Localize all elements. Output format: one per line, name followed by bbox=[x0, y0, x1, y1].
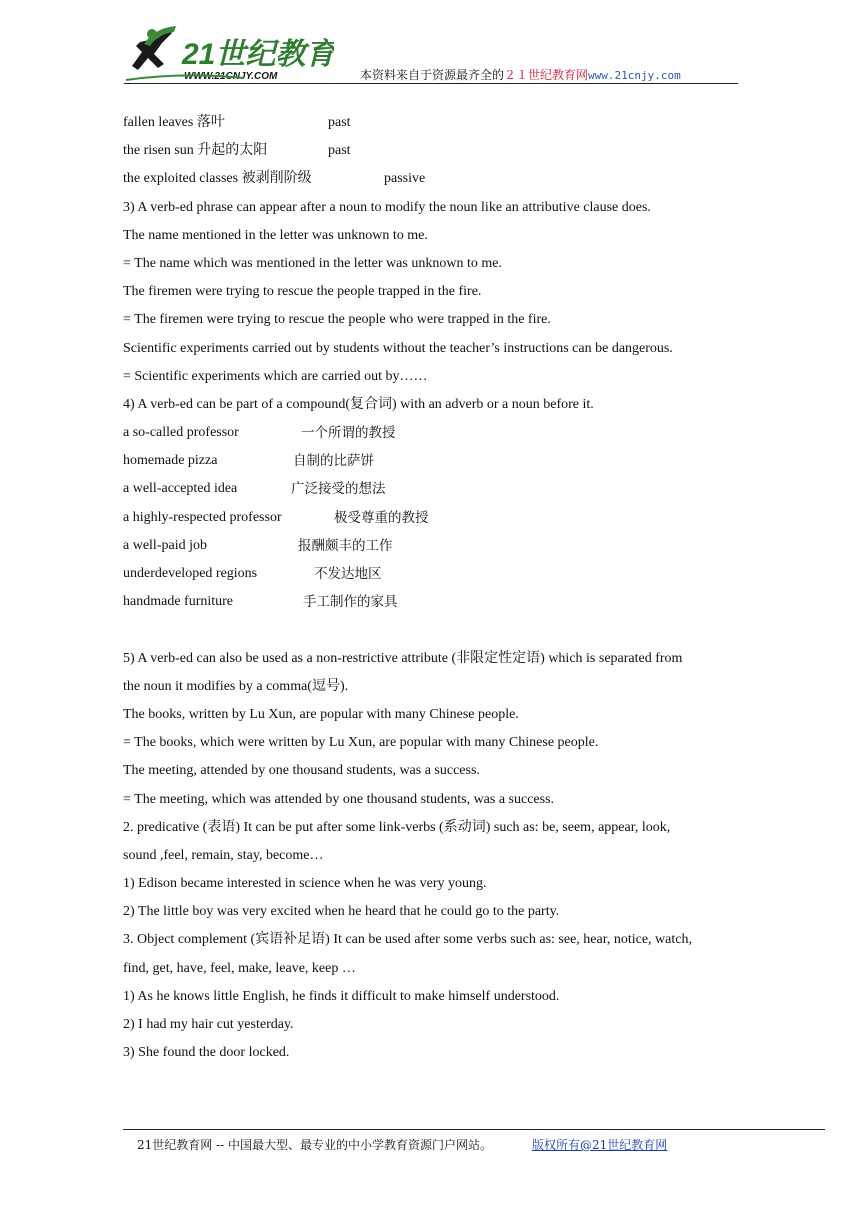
text-line bbox=[123, 532, 753, 560]
chinese-translation: 自制的比萨饼 bbox=[293, 453, 374, 470]
text-line bbox=[123, 222, 753, 250]
text-line bbox=[123, 109, 753, 137]
line-text: a well-accepted idea bbox=[123, 481, 238, 497]
text-line bbox=[123, 363, 753, 391]
line-text: underdeveloped regions bbox=[123, 566, 258, 581]
text-line bbox=[123, 814, 753, 842]
line-text: 3) A verb-ed phrase can appear after a noun to modify the noun like an attributive clause does. bbox=[123, 199, 651, 215]
document-body bbox=[123, 109, 753, 1067]
chinese-translation: 广泛接受的想法 bbox=[291, 481, 386, 498]
footer-divider bbox=[123, 1129, 825, 1130]
line-text: handmade furniture bbox=[123, 594, 234, 610]
chinese-translation: 极受尊重的教授 bbox=[334, 509, 429, 526]
chinese-translation: 一个所谓的教授 bbox=[301, 425, 396, 442]
text-line bbox=[123, 504, 753, 532]
chinese-translation: 报酬颇丰的工作 bbox=[298, 537, 393, 554]
page-footer bbox=[137, 1136, 667, 1153]
text-line bbox=[123, 1011, 753, 1039]
verb-ed-type: passive bbox=[384, 171, 426, 187]
chinese-translation: 不发达地区 bbox=[314, 566, 382, 582]
footer-copyright-link[interactable]: 版权所有@21世纪教育网 bbox=[532, 1138, 668, 1152]
text-line bbox=[123, 729, 753, 757]
line-text: 2) I had my hair cut yesterday. bbox=[123, 1017, 294, 1032]
page-header bbox=[124, 24, 738, 86]
line-text: 1) Edison became interested in science when he was very young. bbox=[123, 876, 487, 892]
text-line bbox=[123, 1039, 753, 1067]
text-line bbox=[123, 137, 753, 165]
line-text: The firemen were trying to rescue the people trapped in the fire. bbox=[123, 284, 482, 300]
line-text: = The meeting, which was attended by one thousand students, was a success. bbox=[123, 791, 555, 807]
text-line bbox=[123, 842, 753, 870]
text-line bbox=[123, 701, 753, 729]
header-note-url[interactable]: www.21cnjy.com bbox=[588, 69, 681, 82]
text-line bbox=[123, 447, 753, 475]
text-line bbox=[123, 165, 753, 193]
text-line bbox=[123, 955, 753, 983]
text-line bbox=[123, 560, 753, 588]
text-line bbox=[123, 786, 753, 814]
text-line bbox=[123, 588, 753, 616]
text-line bbox=[123, 870, 753, 898]
line-text: the exploited classes 被剥削阶级 bbox=[123, 171, 312, 187]
line-text: = The firemen were trying to rescue the people who were trapped in the fire. bbox=[123, 312, 551, 328]
line-text: the risen sun 升起的太阳 bbox=[123, 143, 268, 159]
text-line bbox=[123, 616, 753, 644]
line-text: The meeting, attended by one thousand students, was a success. bbox=[123, 763, 480, 779]
line-text: a well-paid job bbox=[123, 537, 207, 553]
text-line bbox=[123, 278, 753, 306]
logo-url: WWW.21CNJY.COM bbox=[184, 71, 278, 82]
line-text: sound ,feel, remain, stay, become… bbox=[123, 847, 324, 863]
header-note-site-name: ２１世纪教育网 bbox=[504, 68, 589, 82]
text-line bbox=[123, 926, 753, 954]
line-text: 4) A verb-ed can be part of a compound(复合词) with an adverb or a noun before it. bbox=[123, 396, 594, 412]
verb-ed-type: past bbox=[328, 143, 351, 159]
line-text: 5) A verb-ed can also be used as a non-restrictive attribute (非限定性定语) which is separated from bbox=[123, 650, 683, 666]
text-line bbox=[123, 983, 753, 1011]
text-line bbox=[123, 898, 753, 926]
line-text: 2) The little boy was very excited when he heard that he could go to the party. bbox=[123, 904, 560, 920]
text-line bbox=[123, 250, 753, 278]
line-text: = The books, which were written by Lu Xun, are popular with many Chinese people. bbox=[123, 735, 599, 751]
line-text: 2. predicative (表语) It can be put after some link-verbs (系动词) such as: be, seem, appear, look, bbox=[123, 819, 671, 835]
line-text: fallen leaves 落叶 bbox=[123, 115, 225, 130]
footer-text: 21世纪教育网 -- 中国最大型、最专业的中小学教育资源门户网站。 bbox=[137, 1138, 493, 1152]
text-line bbox=[123, 419, 753, 447]
text-line bbox=[123, 391, 753, 419]
logo-wordmark: 21世纪教育 bbox=[182, 38, 334, 71]
line-text: the noun it modifies by a comma(逗号). bbox=[123, 678, 349, 694]
logo-graphic bbox=[124, 24, 334, 82]
line-text: 3) She found the door locked. bbox=[123, 1045, 290, 1061]
line-text: 1) As he knows little English, he finds it difficult to make himself understood. bbox=[123, 988, 560, 1004]
text-line bbox=[123, 306, 753, 334]
verb-ed-type: past bbox=[328, 115, 351, 130]
line-text: 3. Object complement (宾语补足语) It can be used after some verbs such as: see, hear, notice, watch, bbox=[123, 932, 692, 948]
line-text: find, get, have, feel, make, leave, keep … bbox=[123, 960, 356, 976]
line-text: = Scientific experiments which are carried out by…… bbox=[123, 368, 428, 384]
header-source-note bbox=[360, 66, 681, 83]
site-logo[interactable] bbox=[124, 24, 334, 82]
line-text: a so-called professor bbox=[123, 425, 239, 441]
text-line bbox=[123, 335, 753, 363]
line-text: = The name which was mentioned in the letter was unknown to me. bbox=[123, 255, 502, 271]
text-line bbox=[123, 673, 753, 701]
chinese-translation: 手工制作的家具 bbox=[303, 594, 398, 611]
header-note-prefix: 本资料来自于资源最齐全的 bbox=[360, 68, 505, 82]
line-text: The books, written by Lu Xun, are popular with many Chinese people. bbox=[123, 706, 519, 722]
text-line bbox=[123, 757, 753, 785]
line-text: The name mentioned in the letter was unknown to me. bbox=[123, 227, 428, 243]
line-text: a highly-respected professor bbox=[123, 509, 282, 525]
line-text: homemade pizza bbox=[123, 453, 218, 469]
line-text: Scientific experiments carried out by students without the teacher’s instructions can be dangerous. bbox=[123, 340, 673, 356]
header-divider bbox=[124, 83, 738, 84]
text-line bbox=[123, 475, 753, 503]
text-line bbox=[123, 645, 753, 673]
text-line bbox=[123, 194, 753, 222]
